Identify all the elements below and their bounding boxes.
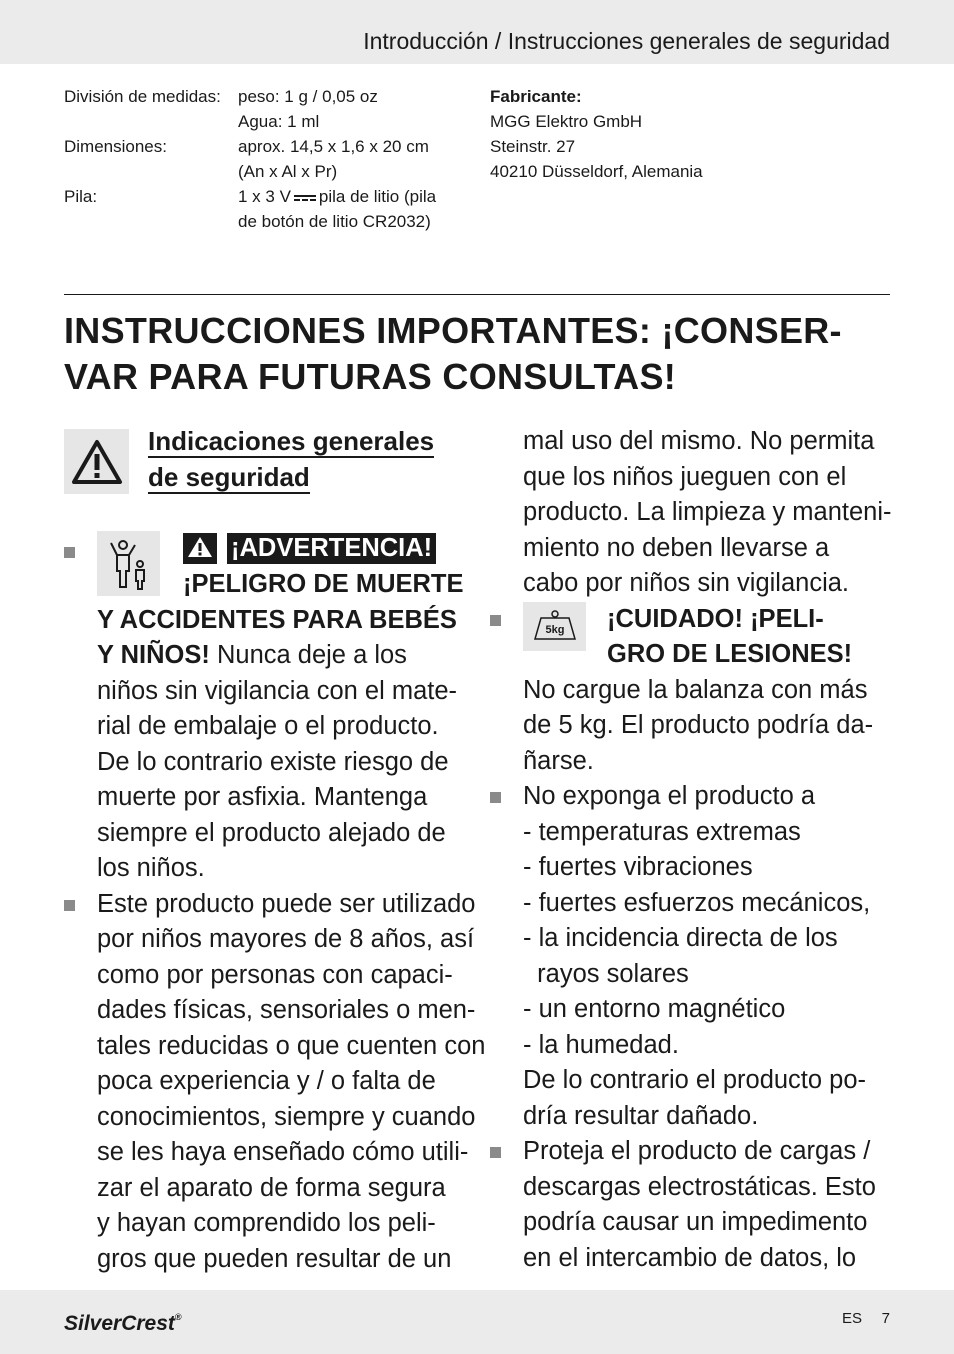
caution-text-line: No cargue la balanza con más xyxy=(523,675,868,704)
warning-badge: ¡ADVERTENCIA! xyxy=(227,533,436,564)
paragraph-line: tales reducidas o que cuenten con xyxy=(97,1031,486,1060)
paragraph-line: conocimientos, siempre y cuando xyxy=(97,1102,476,1131)
spec-value-line: peso: 1 g / 0,05 oz xyxy=(238,87,378,106)
spec-value-line xyxy=(238,184,478,209)
bullet-square-icon xyxy=(490,792,501,803)
exposure-after-line: De lo contrario el producto po- xyxy=(523,1066,867,1094)
spec-value xyxy=(238,184,478,234)
section-heading-line xyxy=(148,424,434,460)
warning-text-line: siempre el producto alejado de xyxy=(97,818,446,847)
bullet-square-icon xyxy=(64,900,75,911)
caution-text-line: ñarse. xyxy=(523,746,594,775)
exposure-after-line: dría resultar dañado. xyxy=(523,1101,759,1130)
footer-language: ES xyxy=(841,1310,862,1327)
warning-text-line: niños sin vigilancia con el mate- xyxy=(97,676,458,705)
exposure-intro: No exponga el producto a xyxy=(523,782,816,810)
caution-bold-line: GRO DE LESIONES! xyxy=(607,640,853,668)
warning-text-line: rial de embalaje o el producto. xyxy=(97,712,439,740)
main-heading xyxy=(64,308,894,400)
bullet-square-icon xyxy=(490,1147,501,1158)
section-heading xyxy=(148,424,434,495)
warning-triangle-icon xyxy=(64,429,129,494)
spec-row xyxy=(64,134,478,184)
section-heading-block xyxy=(64,424,474,524)
paragraph-line: zar el aparato de forma segura xyxy=(97,1173,446,1202)
manufacturer-line: 40210 Düsseldorf, Alemania xyxy=(490,162,703,181)
paragraph-line: se les haya enseñado cómo utili- xyxy=(97,1138,469,1166)
spec-row xyxy=(64,84,478,134)
section-heading-text: de seguridad xyxy=(148,461,310,492)
weight-5kg-icon xyxy=(523,602,586,651)
paragraph-line: Proteja el producto de cargas / xyxy=(523,1137,871,1165)
warning-text-line: De lo contrario existe riesgo de xyxy=(97,747,449,776)
exposure-dash-line: - fuertes esfuerzos mecánicos, xyxy=(523,888,871,917)
caution-bold-line: ¡CUIDADO! ¡PELI- xyxy=(607,604,824,633)
spec-table xyxy=(64,84,478,234)
spec-value-line: Agua: 1 ml xyxy=(238,112,320,131)
warning-triangle-icon xyxy=(183,533,217,564)
header-title: Introducción / Instrucciones generales de seguridad xyxy=(363,28,890,54)
brand-name: SilverCrest xyxy=(64,1312,175,1335)
bullet-square-icon xyxy=(490,615,501,626)
battery-voltage: 1 x 3 V xyxy=(238,187,291,206)
paragraph-line: miento no deben llevarse a xyxy=(523,533,830,562)
exposure-dash-line: - la incidencia directa de los xyxy=(523,924,838,952)
list-item xyxy=(490,1134,890,1276)
paragraph-line: cabo por niños sin vigilancia. xyxy=(523,569,850,597)
paragraph-line: como por personas con capaci- xyxy=(97,960,453,989)
spec-value-line: aprox. 14,5 x 1,6 x 20 cm xyxy=(238,137,429,156)
paragraph-line: podría causar un impedimento xyxy=(523,1208,868,1236)
manufacturer-block xyxy=(490,84,703,184)
spec-label: Dimensiones: xyxy=(64,137,167,156)
list-item xyxy=(490,602,890,780)
spec-label: Pila: xyxy=(64,187,98,206)
exposure-dash-line: - temperaturas extremas xyxy=(523,817,801,846)
warning-bold-line: Y ACCIDENTES PARA BEBÉS xyxy=(97,605,457,634)
warning-text-line: los niños. xyxy=(97,854,205,882)
spec-row xyxy=(64,184,478,234)
paragraph-line: mal uso del mismo. No permita xyxy=(523,427,875,455)
battery-type: pila de litio (pila xyxy=(318,187,437,206)
warning-text: Nunca deje a los xyxy=(209,641,407,669)
warning-text-line: muerte por asfixia. Mantenga xyxy=(97,783,428,811)
spec-value-line: de botón de litio CR2032) xyxy=(238,212,431,231)
footer-bar xyxy=(0,1290,954,1354)
paragraph-line: dades físicas, sensoriales o men- xyxy=(97,996,476,1024)
warning-bold-line: ¡PELIGRO DE MUERTE xyxy=(183,570,464,598)
spec-label: División de medidas: xyxy=(64,87,221,106)
paragraph-line: y hayan comprendido los peli- xyxy=(97,1209,436,1237)
section-heading-text: Indicaciones generales xyxy=(148,426,435,456)
direct-current-icon xyxy=(294,194,316,202)
paragraph-line: Este producto puede ser utilizado xyxy=(97,889,476,918)
list-item xyxy=(64,887,486,1278)
divider xyxy=(64,294,890,295)
main-heading-line: INSTRUCCIONES IMPORTANTES: ¡CONSER- xyxy=(64,310,842,351)
spec-value xyxy=(238,84,478,134)
paragraph-line: por niños mayores de 8 años, así xyxy=(97,925,475,953)
spec-value xyxy=(238,134,478,184)
paragraph-line: en el intercambio de datos, lo xyxy=(523,1243,857,1272)
paragraph-line: producto. La limpieza y manteni- xyxy=(523,498,892,526)
registered-mark-icon: ® xyxy=(174,1312,182,1322)
warning-bold-text: Y NIÑOS! xyxy=(97,641,210,669)
exposure-dash-line: rayos solares xyxy=(523,959,689,988)
bullet-square-icon xyxy=(64,547,75,558)
brand-logo xyxy=(64,1312,182,1336)
paragraph-line: poca experiencia y / o falta de xyxy=(97,1067,436,1095)
left-column xyxy=(64,424,486,1277)
warning-text-line xyxy=(97,638,474,674)
child-safety-icon xyxy=(97,531,160,596)
list-item xyxy=(490,779,890,1134)
main-heading-line: VAR PARA FUTURAS CONSULTAS! xyxy=(64,356,677,397)
manufacturer-line: MGG Elektro GmbH xyxy=(490,112,643,131)
exposure-dash-line: - fuertes vibraciones xyxy=(523,853,753,881)
manufacturer-line: Steinstr. 27 xyxy=(490,137,576,156)
exposure-dash-line: - un entorno magnético xyxy=(523,995,786,1023)
manufacturer-title: Fabricante: xyxy=(490,87,582,106)
page-number: 7 xyxy=(881,1310,890,1327)
right-column xyxy=(490,424,890,1276)
header-bar xyxy=(0,0,954,64)
paragraph-line: descargas electrostáticas. Esto xyxy=(523,1172,876,1201)
section-heading-line xyxy=(148,460,434,496)
caution-text-line: de 5 kg. El producto podría da- xyxy=(523,711,874,739)
continuation-paragraph xyxy=(490,424,890,602)
paragraph-line: que los niños jueguen con el xyxy=(523,462,847,491)
list-item xyxy=(64,531,474,887)
spec-value-line: (An x Al x Pr) xyxy=(238,162,338,181)
weight-icon-label: 5kg xyxy=(545,624,564,636)
exposure-dash-line: - la humedad. xyxy=(523,1030,679,1059)
paragraph-line: gros que pueden resultar de un xyxy=(97,1244,452,1273)
